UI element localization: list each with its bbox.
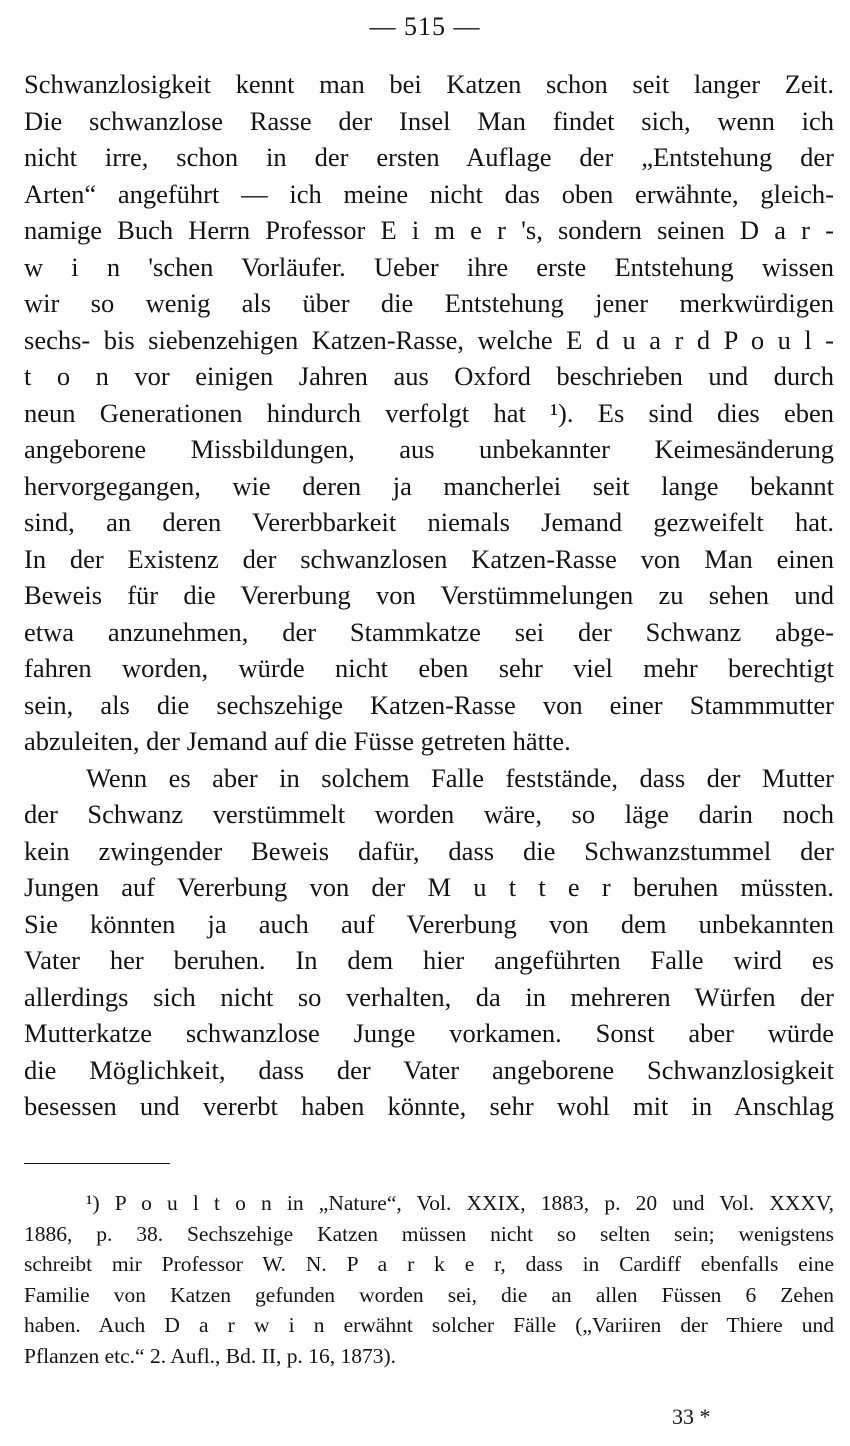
text-line: Beweis für die Vererbung von Verstümmelungen zu sehen und	[24, 580, 834, 610]
footnote-line: ¹) P o u l t o n in „Nature“, Vol. XXIX, 1883, p. 20 und Vol. XXXV,	[86, 1191, 834, 1215]
signature-mark: 33 *	[672, 1404, 711, 1429]
footnote-line: Familie von Katzen gefunden worden sei, die an allen Füssen 6 Zehen	[24, 1282, 834, 1307]
text-line: wir so wenig als über die Entstehung jener merkwürdigen	[24, 288, 834, 318]
text-line: sein, als die sechszehige Katzen-Rasse von einer Stammmutter	[24, 689, 834, 720]
text-line: sechs- bis siebenzehigen Katzen-Rasse, welche E d u a r d P o u l -	[24, 324, 834, 355]
text-line: kein zwingender Beweis dafür, dass die Schwanzstummel der	[24, 835, 834, 866]
body-text	[24, 66, 834, 1125]
text-line: Vater her beruhen. In dem hier angeführten Falle wird es	[24, 945, 834, 975]
text-line: allerdings sich nicht so verhalten, da in mehreren Würfen der	[24, 981, 834, 1012]
text-line: besessen und vererbt haben könnte, sehr wohl mit in Anschlag	[24, 1091, 834, 1121]
text-line: fahren worden, würde nicht eben sehr viel mehr berechtigt	[24, 653, 834, 683]
text-line: nicht irre, schon in der ersten Auflage der „Entstehung der	[24, 142, 834, 172]
text-line: der Schwanz verstümmelt worden wäre, so läge darin noch	[24, 799, 834, 829]
footnote-line: 1886, p. 38. Sechszehige Katzen müssen nicht so selten sein; wenigstens	[24, 1221, 834, 1246]
text-line: namige Buch Herrn Professor E i m e r 's, sondern seinen D a r -	[24, 215, 834, 245]
text-line: Die schwanzlose Rasse der Insel Man findet sich, wenn ich	[24, 105, 834, 136]
footnote-line: schreibt mir Professor W. N. P a r k e r, dass in Cardiff ebenfalls eine	[24, 1252, 834, 1277]
text-line: Mutterkatze schwanzlose Junge vorkamen. Sonst aber würde	[24, 1018, 834, 1048]
footnote-line: Pflanzen etc.“ 2. Aufl., Bd. II, p. 16, 1873).	[24, 1343, 396, 1368]
footnote-line: haben. Auch D a r w i n erwähnt solcher Fälle („Variiren der Thiere und	[24, 1313, 834, 1338]
text-line: die Möglichkeit, dass der Vater angeborene Schwanzlosigkeit	[24, 1054, 834, 1085]
text-line: Arten“ angeführt — ich meine nicht das oben erwähnte, gleich-	[24, 178, 834, 209]
text-line: Jungen auf Vererbung von der M u t t e r beruhen müssten.	[24, 872, 834, 902]
text-line: t o n vor einigen Jahren aus Oxford beschrieben und durch	[24, 361, 834, 391]
footnote-divider	[24, 1163, 170, 1164]
text-line: angeborene Missbildungen, aus unbekannter Keimesänderung	[24, 434, 834, 464]
page-number: — 515 —	[369, 12, 481, 41]
text-line: sind, an deren Vererbbarkeit niemals Jemand gezweifelt hat.	[24, 507, 834, 537]
text-line: Sie könnten ja auch auf Vererbung von dem unbekannten	[24, 908, 834, 939]
text-line: hervorgegangen, wie deren ja mancherlei seit lange bekannt	[24, 470, 834, 501]
text-line: w i n 'schen Vorläufer. Ueber ihre erste Entstehung wissen	[24, 251, 834, 282]
text-line: Schwanzlosigkeit kennt man bei Katzen schon seit langer Zeit.	[24, 69, 834, 99]
text-line: neun Generationen hindurch verfolgt hat ¹). Es sind dies eben	[24, 397, 834, 428]
text-line: In der Existenz der schwanzlosen Katzen-Rasse von Man einen	[24, 543, 834, 574]
text-line: etwa anzunehmen, der Stammkatze sei der Schwanz abge-	[24, 616, 834, 647]
footnotes	[24, 1188, 834, 1372]
text-line: Wenn es aber in solchem Falle feststände, dass der Mutter	[86, 762, 834, 793]
text-line: abzuleiten, der Jemand auf die Füsse getreten hätte.	[24, 726, 571, 756]
